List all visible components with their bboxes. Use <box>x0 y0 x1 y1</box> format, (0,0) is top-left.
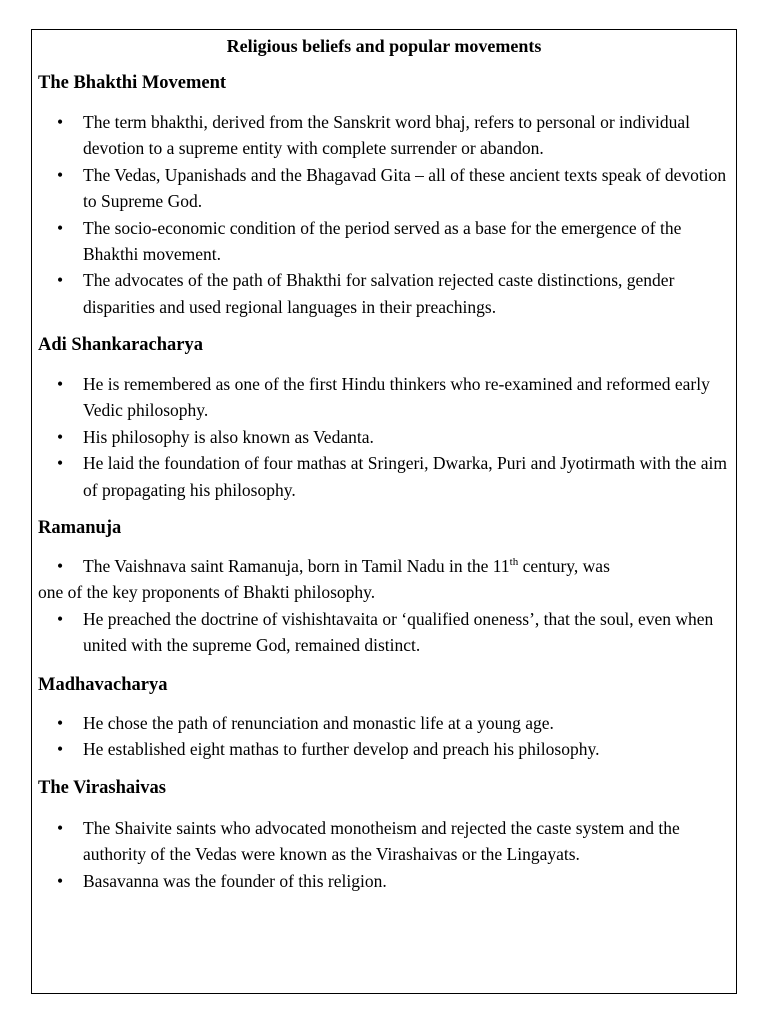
bullet-icon: • <box>57 164 64 185</box>
list-item <box>0 215 768 268</box>
list-item <box>0 109 768 162</box>
list-item-text: one of the key proponents of Bhakti philosophy. <box>38 582 376 603</box>
list-item-text: He established eight mathas to further develop and preach his philosophy. <box>83 739 600 760</box>
section-heading-madhavacharya: Madhavacharya <box>38 675 168 695</box>
ramanuja-list <box>0 553 768 659</box>
list-item-text: The advocates of the path of Bhakthi for salvation rejected caste distinctions, gender disparities and used regional languages in their preachings. <box>83 270 675 317</box>
bullet-icon: • <box>57 608 64 629</box>
list-item <box>0 736 768 762</box>
adi-shankaracharya-list <box>0 371 768 503</box>
bullet-icon: • <box>57 374 64 394</box>
list-item-text: He laid the foundation of four mathas at Sringeri, Dwarka, Puri and Jyotirmath with the aim of propagating his philosophy. <box>83 453 727 500</box>
list-item-text: He is remembered as one of the first Hindu thinkers who re-examined and reformed early Vedic philosophy. <box>83 374 710 421</box>
bullet-icon: • <box>57 453 64 474</box>
section-heading-bhakthi-movement: The Bhakthi Movement <box>38 73 227 93</box>
bullet-icon: • <box>57 556 64 576</box>
list-item-text: Basavanna was the founder of this religion. <box>83 870 387 891</box>
list-item <box>0 424 768 450</box>
document-title: Religious beliefs and popular movements <box>226 36 542 56</box>
bullet-icon: • <box>57 112 64 132</box>
section-heading-virashaivas: The Virashaivas <box>38 778 166 798</box>
list-item <box>0 267 768 320</box>
list-item-text: The socio-economic condition of the period served as a base for the emergence of the Bhakthi movement. <box>83 217 682 265</box>
bullet-icon: • <box>57 713 64 733</box>
superscript: th <box>509 556 519 568</box>
list-item <box>0 371 768 424</box>
list-item <box>0 710 768 736</box>
list-item <box>0 553 768 606</box>
list-item-text: He chose the path of renunciation and monastic life at a young age. <box>83 713 554 733</box>
bhakthi-movement-list <box>0 109 768 320</box>
list-item <box>0 162 768 215</box>
list-item <box>0 815 768 868</box>
bullet-icon: • <box>57 870 64 891</box>
bullet-icon: • <box>57 217 64 238</box>
list-item-text: The Vedas, Upanishads and the Bhagavad Gita – all of these ancient texts speak of devotion to Supreme God. <box>83 164 727 212</box>
bullet-icon: • <box>57 818 64 838</box>
list-item <box>0 450 768 503</box>
list-item-text: His philosophy is also known as Vedanta. <box>83 426 374 447</box>
list-item <box>0 606 768 659</box>
section-heading-ramanuja: Ramanuja <box>38 518 122 538</box>
bullet-icon: • <box>57 739 64 760</box>
list-item-text: He preached the doctrine of vishishtavaita or ‘qualified oneness’, that the soul, even when united with the supreme God, remained distinct. <box>83 608 714 656</box>
virashaivas-list <box>0 815 768 894</box>
bullet-icon: • <box>57 426 64 447</box>
list-item-text: The Vaishnava saint Ramanuja, born in Tamil Nadu in the 11 <box>83 556 510 576</box>
list-item-text: The term bhakthi, derived from the Sanskrit word bhaj, refers to personal or individual devotion to a supreme entity with complete surrender or abandon. <box>83 112 690 159</box>
list-item-text: The Shaivite saints who advocated monotheism and rejected the caste system and the authority of the Vedas were known as the Virashaivas or the Lingayats. <box>83 818 680 865</box>
list-item <box>0 868 768 894</box>
madhavacharya-list <box>0 710 768 763</box>
section-heading-adi-shankaracharya: Adi Shankaracharya <box>38 335 203 355</box>
bullet-icon: • <box>57 270 64 291</box>
list-item-text: century, was <box>518 556 610 576</box>
